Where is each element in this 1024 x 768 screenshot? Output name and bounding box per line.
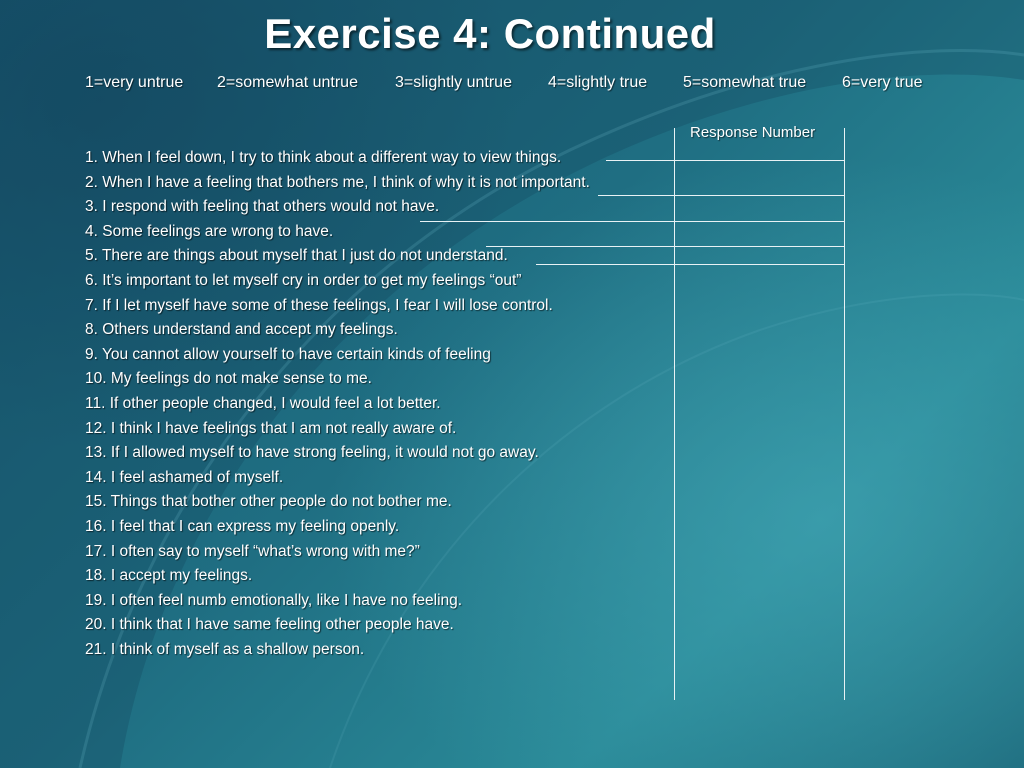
list-item: 7. If I let myself have some of these feelings, I fear I will lose control. <box>85 296 553 314</box>
list-item: 17. I often say to myself “what’s wrong with me?” <box>85 542 420 560</box>
list-item: 3. I respond with feeling that others would not have. <box>85 198 440 216</box>
scale-option-5: 5=somewhat true <box>683 74 807 91</box>
response-column-left-border <box>674 128 675 700</box>
list-item: 9. You cannot allow yourself to have certain kinds of feeling <box>85 345 491 363</box>
list-item: 20. I think that I have same feeling other people have. <box>85 616 454 634</box>
list-item: 2. When I have a feeling that bothers me, I think of why it is not important. <box>85 173 590 191</box>
answer-line-4 <box>486 246 844 247</box>
response-column-right-border <box>844 128 845 700</box>
response-number-header: Response Number <box>690 124 816 141</box>
scale-option-2: 2=somewhat untrue <box>217 74 358 91</box>
slide-title: Exercise 4: Continued <box>264 10 716 57</box>
questionnaire-list <box>85 147 590 663</box>
list-item: 14. I feel ashamed of myself. <box>85 468 284 486</box>
scale-option-4: 4=slightly true <box>548 74 648 91</box>
list-item: 4. Some feelings are wrong to have. <box>85 222 334 240</box>
list-item: 15. Things that bother other people do not bother me. <box>85 493 452 511</box>
list-item: 11. If other people changed, I would feel a lot better. <box>85 394 441 412</box>
list-item: 18. I accept my feelings. <box>85 567 253 585</box>
scale-option-6: 6=very true <box>842 74 923 91</box>
list-item: 21. I think of myself as a shallow person. <box>85 640 365 658</box>
list-item: 5. There are things about myself that I just do not understand. <box>85 247 508 265</box>
list-item: 1. When I feel down, I try to think about a different way to view things. <box>85 149 562 166</box>
list-item: 10. My feelings do not make sense to me. <box>85 370 372 388</box>
list-item: 19. I often feel numb emotionally, like I have no feeling. <box>85 591 463 609</box>
answer-line-1 <box>606 160 844 161</box>
answer-line-5 <box>536 264 844 265</box>
list-item: 8. Others understand and accept my feelings. <box>85 321 398 339</box>
answer-line-3 <box>420 221 844 222</box>
list-item: 13. If I allowed myself to have strong feeling, it would not go away. <box>85 444 539 462</box>
list-item: 6. It’s important to let myself cry in order to get my feelings “out” <box>85 271 522 289</box>
answer-line-2 <box>598 195 844 196</box>
list-item: 16. I feel that I can express my feeling openly. <box>85 517 400 535</box>
scale-option-3: 3=slightly untrue <box>395 74 512 91</box>
scale-option-1: 1=very untrue <box>85 74 184 91</box>
list-item: 12. I think I have feelings that I am not really aware of. <box>85 419 457 437</box>
